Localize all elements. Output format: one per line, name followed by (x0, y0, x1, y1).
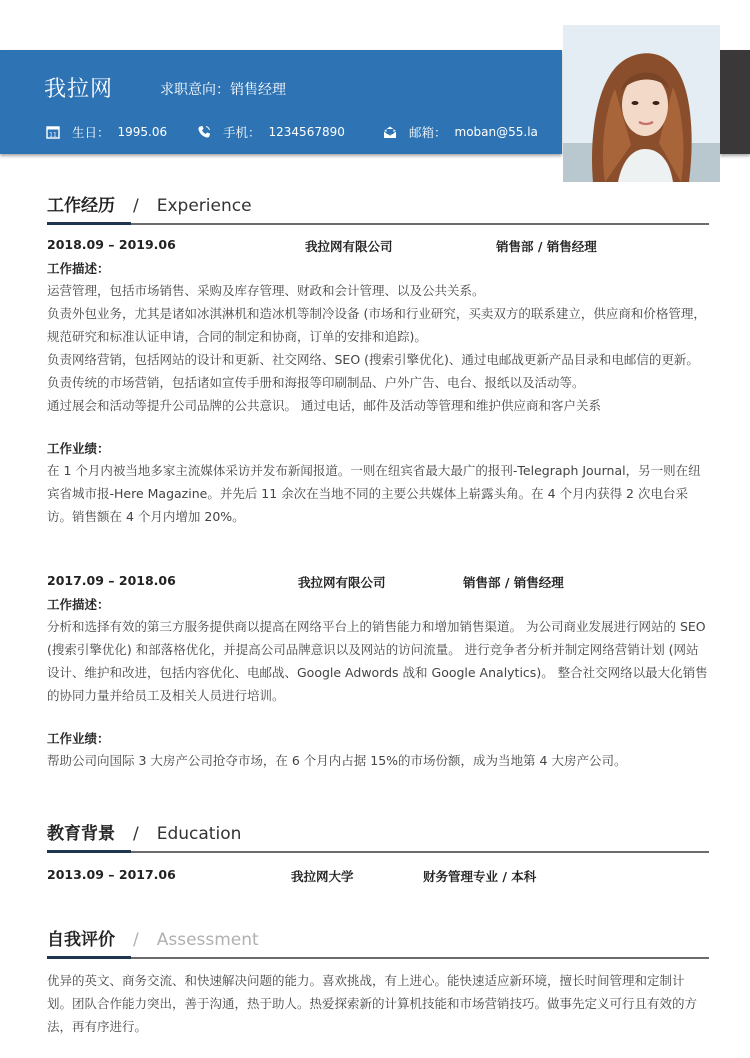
section-divider (47, 957, 709, 959)
phone-value: 1234567890 (268, 125, 345, 139)
job-desc-line: 负责外包业务，尤其是诸如冰淇淋机和造冰机等制冷设备 (市场和行业研究，买卖双方的联系建立，供应商和价格管理，规范研究和标准认证申请，合同的制定和协商，订单的安排和追踪)。 (47, 306, 706, 344)
section-title-cn: 自我评价 (47, 930, 115, 950)
envelope-icon (383, 125, 397, 139)
portrait-image (563, 25, 720, 182)
assessment-section (47, 925, 709, 1038)
experience-section (47, 191, 709, 772)
section-heading (47, 925, 709, 951)
job-role: 销售部 / 销售经理 (496, 239, 597, 254)
contact-birthday (46, 123, 167, 141)
section-divider (47, 851, 709, 853)
job-desc-label: 工作描述： (47, 597, 110, 612)
contact-phone (197, 123, 345, 141)
header-accent-strip (720, 50, 750, 154)
education-entry (47, 867, 709, 887)
job-desc-label: 工作描述： (47, 261, 110, 276)
job-intent: 求职意向：销售经理 (160, 82, 286, 98)
section-slash: / (133, 824, 139, 844)
section-title-cn: 工作经历 (47, 196, 115, 216)
email-label: 邮箱： (409, 125, 447, 140)
job-entry (47, 573, 709, 772)
job-achv-text: 在 1 个月内被当地多家主流媒体采访并发布新闻报道。一则在纽宾省最大最广的报刊-Telegraph Journal，另一则在纽宾省城市报-Here Magazine。并先后 11 余次在当地不同的主要公共媒体上崭露头角。在 4 个月内获得 2 次电台采访。销售额在 4 个月内增加 20%。 (47, 463, 701, 524)
section-title-en: Experience (156, 196, 252, 216)
edu-period: 2013.09 – 2017.06 (47, 867, 176, 882)
phone-label: 手机： (223, 125, 261, 140)
section-slash: / (133, 196, 139, 216)
job-desc-line: 运营管理，包括市场销售、采购及库存管理、财政和会计管理、以及公共关系。 (47, 283, 485, 298)
job-company: 我拉网有限公司 (305, 239, 393, 254)
job-desc-line: 通过展会和活动等提升公司品牌的公共意识。 通过电话，邮件及活动等管理和维护供应商和客户关系 (47, 398, 601, 413)
job-desc-line: 负责网络营销，包括网站的设计和更新、社交网络、SEO (搜索引擎优化)、通过电邮战更新产品目录和电邮信的更新。负责传统的市场营销，包括诸如宣传手册和海报等印刷制品、户外广告、电台、报纸以及活动等。 (47, 352, 699, 390)
birthday-label: 生日： (72, 125, 110, 140)
job-period: 2017.09 – 2018.06 (47, 573, 176, 588)
job-header (47, 237, 709, 257)
education-section (47, 819, 709, 887)
section-title-cn: 教育背景 (47, 824, 115, 844)
svg-text:11: 11 (49, 131, 57, 139)
job-role: 销售部 / 销售经理 (463, 575, 564, 590)
profile-photo (563, 25, 720, 182)
job-period: 2018.09 – 2019.06 (47, 237, 176, 252)
section-divider (47, 223, 709, 225)
section-divider-accent (47, 956, 131, 959)
assessment-text: 优异的英文、商务交流、和快速解决问题的能力。喜欢挑战，有上进心。能快速适应新环境，擅长时间管理和定制计划。团队合作能力突出，善于沟通，热于助人。热爱探索新的计算机技能和市场营销技巧。做事先定义可行且有效的方法，再有序进行。 (47, 973, 698, 1034)
calendar-icon (46, 125, 60, 139)
contact-email (383, 123, 538, 141)
job-entry (47, 237, 709, 528)
job-header (47, 573, 709, 593)
job-achv-label: 工作业绩： (47, 731, 110, 746)
job-desc-line: 分析和选择有效的第三方服务提供商以提高在网络平台上的销售能力和增加销售渠道。 为公司商业发展进行网站的 SEO (搜索引擎优化) 和部落格优化，并提高公司品牌意识以及网站的访问流量。 进行竞争者分析并制定网络营销计划 (网站设计、维护和改进，包括内容优化、电邮战、Google Adwords 战和 Google Analytics)。 整合社交网络以最大化销售的协同力量并给员工及相关人员进行培训。 (47, 619, 708, 703)
edu-school: 我拉网大学 (291, 869, 354, 884)
job-company: 我拉网有限公司 (298, 575, 386, 590)
section-divider-accent (47, 222, 131, 225)
edu-major: 财务管理专业 / 本科 (423, 869, 537, 884)
section-heading (47, 191, 709, 217)
section-heading (47, 819, 709, 845)
birthday-value: 1995.06 (117, 125, 168, 139)
job-achv-text: 帮助公司向国际 3 大房产公司抢夺市场，在 6 个月内占据 15%的市场份额，成为当地第 4 大房产公司。 (47, 753, 627, 768)
section-slash: / (133, 930, 139, 950)
section-title-en: Education (156, 824, 242, 844)
candidate-name: 我拉网 (44, 77, 114, 102)
phone-icon (197, 125, 211, 139)
section-title-en: Assessment (156, 930, 259, 950)
job-achv-label: 工作业绩： (47, 441, 110, 456)
email-value: moban@55.la (454, 125, 538, 139)
section-divider-accent (47, 850, 131, 853)
